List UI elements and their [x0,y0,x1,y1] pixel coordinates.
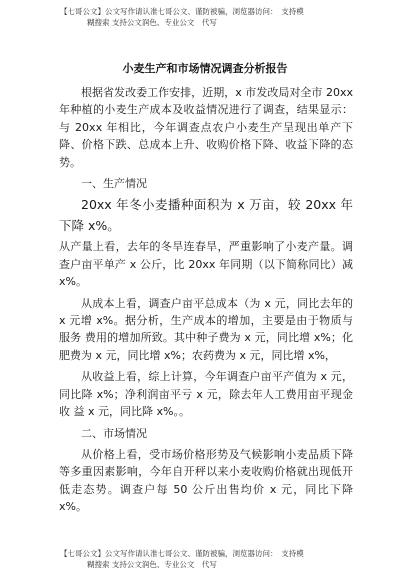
watermark-notice-bottom [60,548,360,570]
income-paragraph: 从收益上看，综上计算，今年调查户亩平产值为 x 元，同比降 x%；净利润亩平亏 x 元，除去年人工费用亩平现金收 益 x 元，同比降 x%。。 [59,370,353,419]
notice-line-2: 糊搜索 支持公文润色、专业公文 代写 [87,18,217,27]
watermark-notice-top [60,6,360,28]
notice-line-1: 【七哥公文】公文写作请认准七哥公文、谨防被骗，浏览器访问： 支持模 [60,7,304,16]
intro-paragraph: 根据省发改委工作安排，近期，x 市发改局对全市 20xx 年种植的小麦生产成本及收益情况进行了调查，结果显示：与 20xx 年相比，今年调查点农户小麦生产呈现出单产下降、价格下跌、总成本上升、收购价格下降、收益下降的态势。 [59,86,353,169]
document-body [59,84,353,516]
notice-line-1-bottom: 【七哥公文】公文写作请认准七哥公文、谨防被骗，浏览器访问： 支持模 [60,549,304,558]
document-title: 小麦生产和市场情况调查分析报告 [122,62,288,75]
yield-paragraph: 从产量上看，去年的冬旱连春旱，严重影响了小麦产量。调查户亩平单产 x 公斤，比 20xx 年同期（以下简称同比）减 x%。 [59,240,353,289]
notice-line-2-bottom: 糊搜索 支持公文润色、专业公文 代写 [87,560,217,569]
section-heading-production: 一、生产情况 [81,177,147,191]
cost-paragraph: 从成本上看，调查户亩平总成本（为 x 元，同比去年的 x 元增 x%。据分析，生产成本的增加，主要是由于物质与服务 费用的增加所致。其中种子费为 x 元，同比增 x%；化肥费为 x 元，同比增 x%；农药费为 x 元，同比增 x%， [59,296,353,362]
price-paragraph: 从价格上看，受市场价格形势及气候影响小麦品质下降等多重因素影响，今年自开秤以来小麦收购价格就出现低开低走态势。调查户每 50 公斤出售均价 x 元，同比下降 x%。 [59,447,353,514]
section-heading-market: 二、市场情况 [81,426,147,440]
sowing-area-paragraph: 20xx 年冬小麦播种面积为 x 万亩，较 20xx 年下降 x%。 [59,197,353,234]
